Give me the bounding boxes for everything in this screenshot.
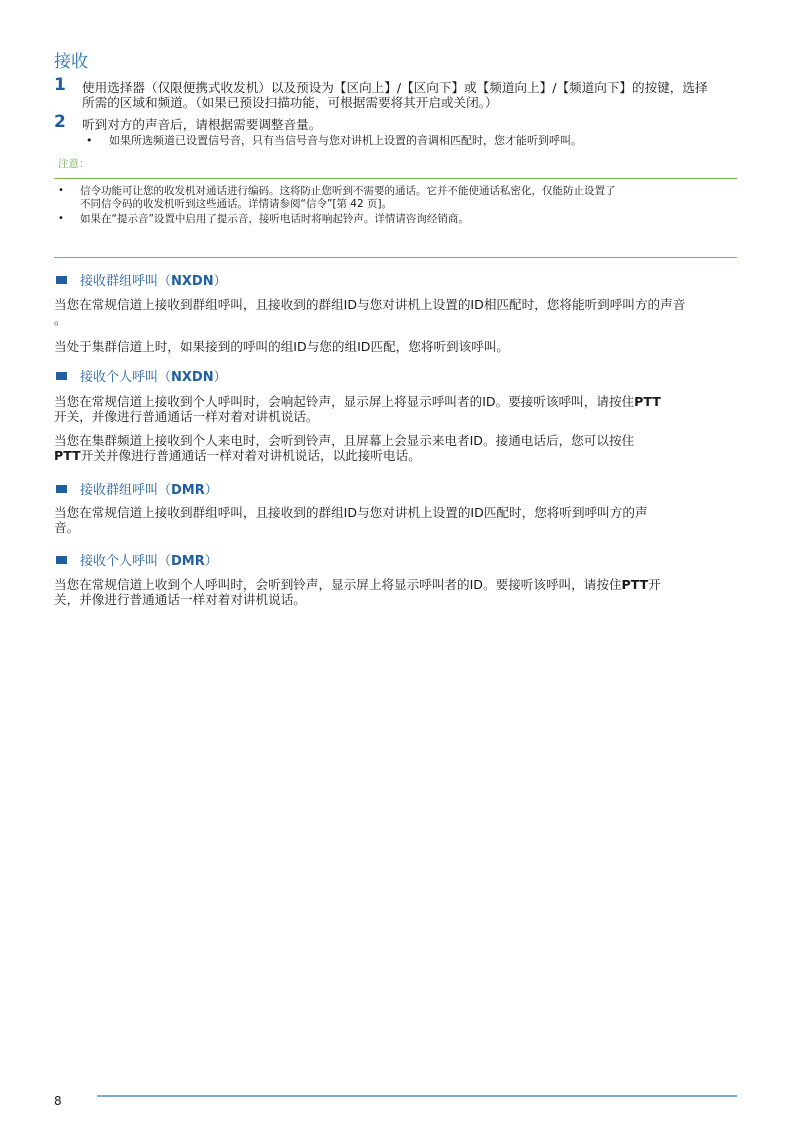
paragraph: [54, 505, 754, 535]
step-number: 2: [54, 112, 66, 132]
section-square-icon: [56, 556, 67, 564]
note-top-rule: [54, 178, 737, 179]
note-bottom-rule: [54, 257, 737, 258]
paragraph: 当您在常规信道上接收到个人呼叫时，会响起铃声，显示屏上将显示呼叫者的ID。要接听该呼叫，请按住PTT 开关，并像进行普通通话一样对着对讲机说话。: [54, 394, 661, 424]
note-item: 如果在“提示音”设置中启用了提示音，接听电话时将响起铃声。详情请咨询经销商。: [80, 213, 469, 225]
step-text: 听到对方的声音后，请根据需要调整音量。: [82, 117, 322, 132]
footer-rule: [97, 1095, 737, 1097]
section-heading: 接收个人呼叫（DMR）: [80, 554, 218, 569]
paragraph-line: 。: [54, 312, 67, 327]
section-square-icon: [56, 485, 67, 493]
step-text-line: 所需的区域和频道。（如果已预设扫描功能，可根据需要将其开启或关闭。）: [82, 95, 498, 110]
step-text: [82, 80, 752, 110]
note-label: 注意：: [58, 158, 90, 170]
page-number: 8: [54, 1094, 62, 1108]
note-line: 信令功能可让您的收发机对通话进行编码。这将防止您听到不需要的通话。它并不能使通话私密化，仅能防止设置了: [80, 185, 616, 197]
bullet-dot: •: [86, 134, 93, 147]
paragraph: 当处于集群信道上时，如果接到的呼叫的组ID与您的组ID匹配，您将听到该呼叫。: [54, 339, 510, 354]
note-line: 不同信令码的收发机听到这些通话。详情请参阅“信令”[第 42 页]。: [80, 198, 393, 210]
step-bullet-text: 如果所选频道已设置信号音，只有当信号音与您对讲机上设置的音调相匹配时，您才能听到呼叫。: [109, 134, 582, 147]
paragraph-line: 当您在常规信道上接收到群组呼叫，且接收到的群组ID与您对讲机上设置的ID相匹配时，您将能听到呼叫方的声音: [54, 297, 686, 312]
section-square-icon: [56, 276, 67, 284]
bullet-dot: •: [58, 213, 64, 224]
section-heading: 接收群组呼叫（NXDN）: [80, 274, 227, 289]
paragraph: [54, 297, 784, 327]
bullet-dot: •: [58, 185, 64, 196]
paragraph: 当您在常规信道上收到个人呼叫时，会听到铃声，显示屏上将显示呼叫者的ID。要接听该呼叫，请按住PTT开 关，并像进行普通通话一样对着对讲机说话。: [54, 577, 661, 607]
section-heading: 接收个人呼叫（NXDN）: [80, 370, 227, 385]
section-square-icon: [56, 372, 67, 380]
paragraph-line: 当您在常规信道上接收到群组呼叫，且接收到的群组ID与您对讲机上设置的ID匹配时，您将听到呼叫方的声: [54, 505, 648, 520]
paragraph-line: 音。: [54, 520, 80, 535]
note-item: [80, 185, 730, 211]
section-heading: 接收群组呼叫（DMR）: [80, 483, 218, 498]
step-text-line: 使用选择器（仅限便携式收发机）以及预设为【区向上】/【区向下】或【频道向上】/【频道向下】的按键，选择: [82, 80, 708, 95]
page-title: 接收: [54, 52, 88, 72]
step-number: 1: [54, 75, 66, 95]
paragraph: 当您在集群频道上接收到个人来电时，会听到铃声，且屏幕上会显示来电者ID。接通电话后，您可以按住 PTT开关并像进行普通通话一样对着对讲机说话，以此接听电话。: [54, 433, 635, 463]
